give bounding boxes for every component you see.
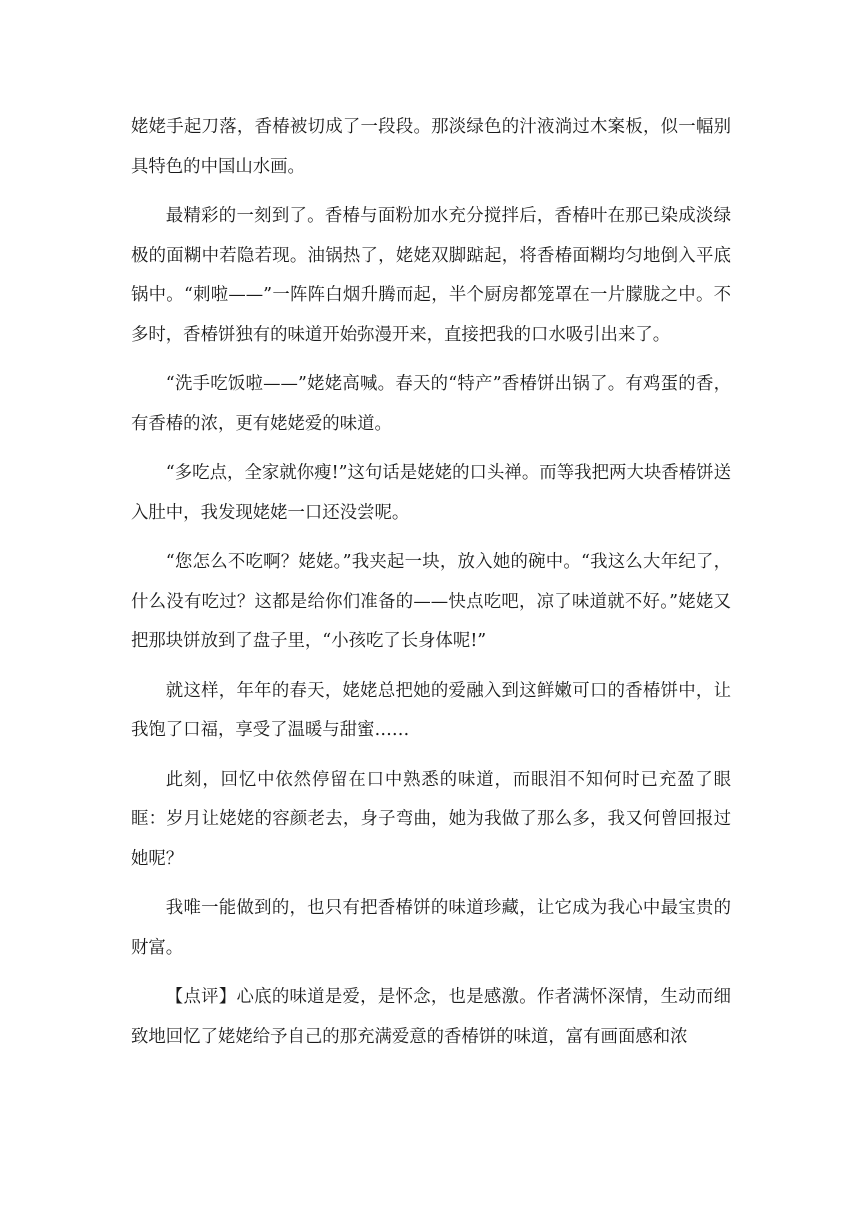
paragraph-frying-pancake: 最精彩的一刻到了。香椿与面粉加水充分搅拌后，香椿叶在那已染成淡绿极的面糊中若隐若现。油锅热了，姥姥双脚踮起，将香椿面糊均匀地倒入平底锅中。“刺啦——”一阵阵白烟升腾而起，半个厨房都笼罩在一片朦胧之中。不多时，香椿饼独有的味道开始弥漫开来，直接把我的口水吸引出来了。 [131, 206, 731, 345]
paragraph-treasure: 我唯一能做到的，也只有把香椿饼的味道珍藏，让它成为我心中最宝贵的财富。 [131, 898, 731, 958]
essay-body [131, 108, 731, 1057]
paragraph-commentary: 【点评】心底的味道是爱，是怀念，也是感激。作者满怀深情，生动而细致地回忆了姥姥给予自己的那充满爱意的香椿饼的味道，富有画面感和浓 [131, 987, 731, 1047]
paragraph-every-spring: 就这样，年年的春天，姥姥总把她的爱融入到这鲜嫩可口的香椿饼中，让我饱了口福，享受了温暖与甜蜜…… [131, 680, 731, 740]
paragraph-eat-more: “多吃点，全家就你瘦!”这句话是姥姥的口头禅。而等我把两大块香椿饼送入肚中，我发现姥姥一口还没尝呢。 [131, 463, 731, 523]
paragraph-memory-tears: 此刻，回忆中依然停留在口中熟悉的味道，而眼泪不知何时已充盈了眼眶：岁月让姥姥的容颜老去，身子弯曲，她为我做了那么多，我又何曾回报过她呢？ [131, 769, 731, 869]
paragraph-knife-cutting: 姥姥手起刀落，香椿被切成了一段段。那淡绿色的汁液淌过木案板，似一幅别具特色的中国山水画。 [131, 117, 731, 177]
paragraph-dinner-call: “洗手吃饭啦——”姥姥高喊。春天的“特产”香椿饼出锅了。有鸡蛋的香，有香椿的浓，更有姥姥爱的味道。 [131, 374, 731, 434]
paragraph-why-not-eat: “您怎么不吃啊？姥姥。”我夹起一块，放入她的碗中。“我这么大年纪了，什么没有吃过？这都是给你们准备的——快点吃吧，凉了味道就不好。”姥姥又把那块饼放到了盘子里，“小孩吃了长身体呢!” [131, 552, 731, 651]
